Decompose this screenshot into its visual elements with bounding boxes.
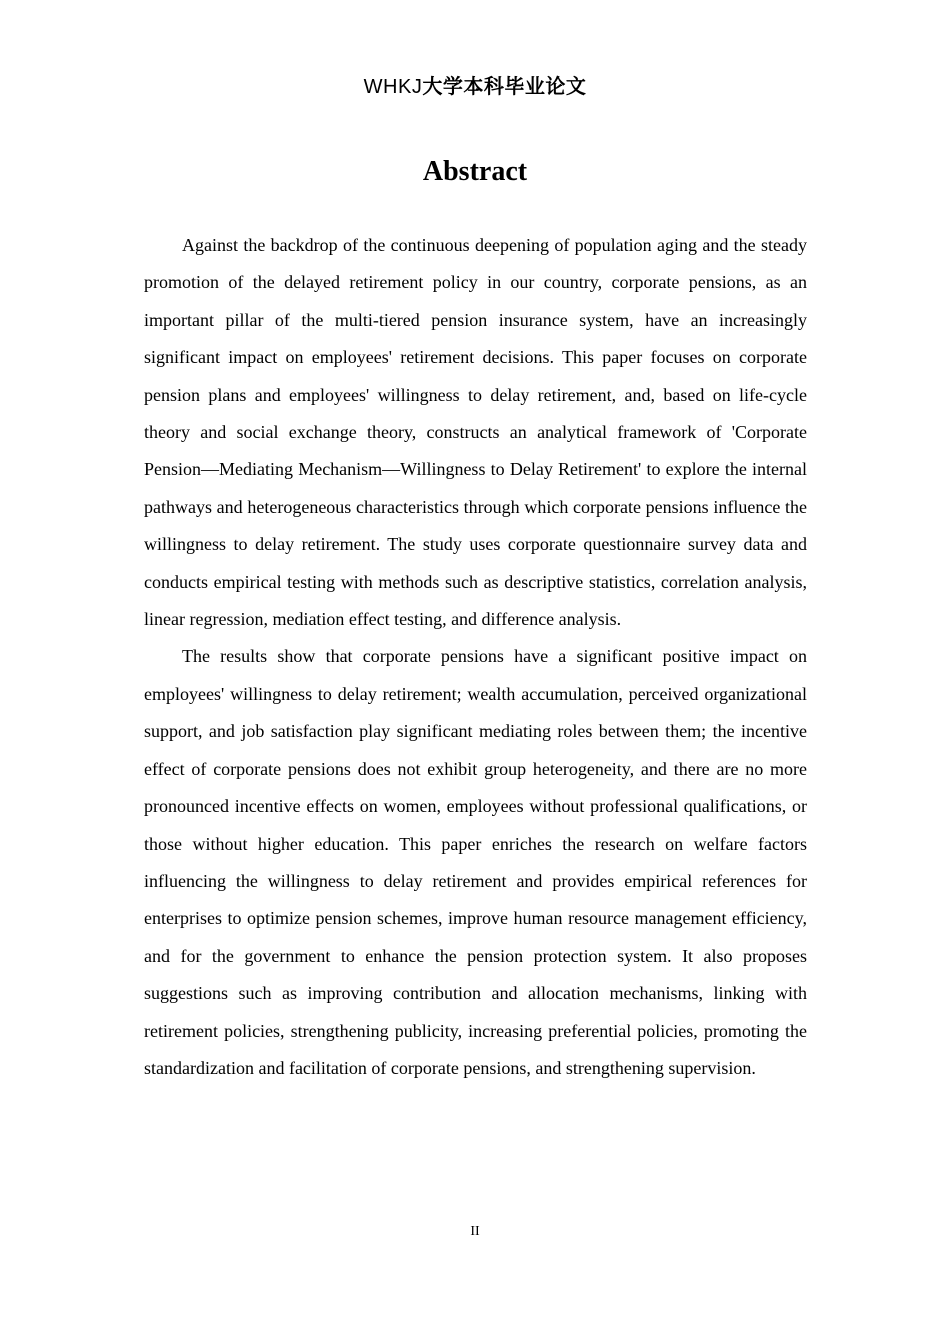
abstract-title: Abstract	[422, 156, 528, 187]
page-number: II	[470, 1224, 480, 1239]
abstract-paragraph-2: The results show that corporate pensions have a significant positive impact on employees' willingness to delay retirement; wealth accumulation, perceived organizational support, and job satisfaction play significant mediating roles between them; the incentive effect of corporate pensions does not exhibit group heterogeneity, and there are no more pronounced incentive effects on women, employees without professional qualifications, or those without higher education. This paper enriches the research on welfare factors influencing the willingness to delay retirement and provides empirical references for enterprises to optimize pension schemes, improve human resource management efficiency, and for the government to enhance the pension protection system. It also proposes suggestions such as improving contribution and allocation mechanisms, linking with retirement policies, strengthening publicity, increasing preferential policies, promoting the standardization and facilitation of corporate pensions, and strengthening supervision.	[144, 646, 807, 1078]
abstract-body	[144, 227, 807, 1087]
header-thesis-label: 大学本科毕业论文	[422, 74, 587, 98]
page-header	[0, 72, 950, 101]
header-school-abbreviation: WHKJ	[363, 76, 423, 98]
abstract-paragraph-1: Against the backdrop of the continuous deepening of population aging and the steady promotion of the delayed retirement policy in our country, corporate pensions, as an important pillar of the multi-tiered pension insurance system, have an increasingly significant impact on employees' retirement decisions. This paper focuses on corporate pension plans and employees' willingness to delay retirement, and, based on life-cycle theory and social exchange theory, constructs an analytical framework of 'Corporate Pension—Mediating Mechanism—Willingness to Delay Retirement' to explore the internal pathways and heterogeneous characteristics through which corporate pensions influence the willingness to delay retirement. The study uses corporate questionnaire survey data and conducts empirical testing with methods such as descriptive statistics, correlation analysis, linear regression, mediation effect testing, and difference analysis.	[144, 235, 807, 630]
